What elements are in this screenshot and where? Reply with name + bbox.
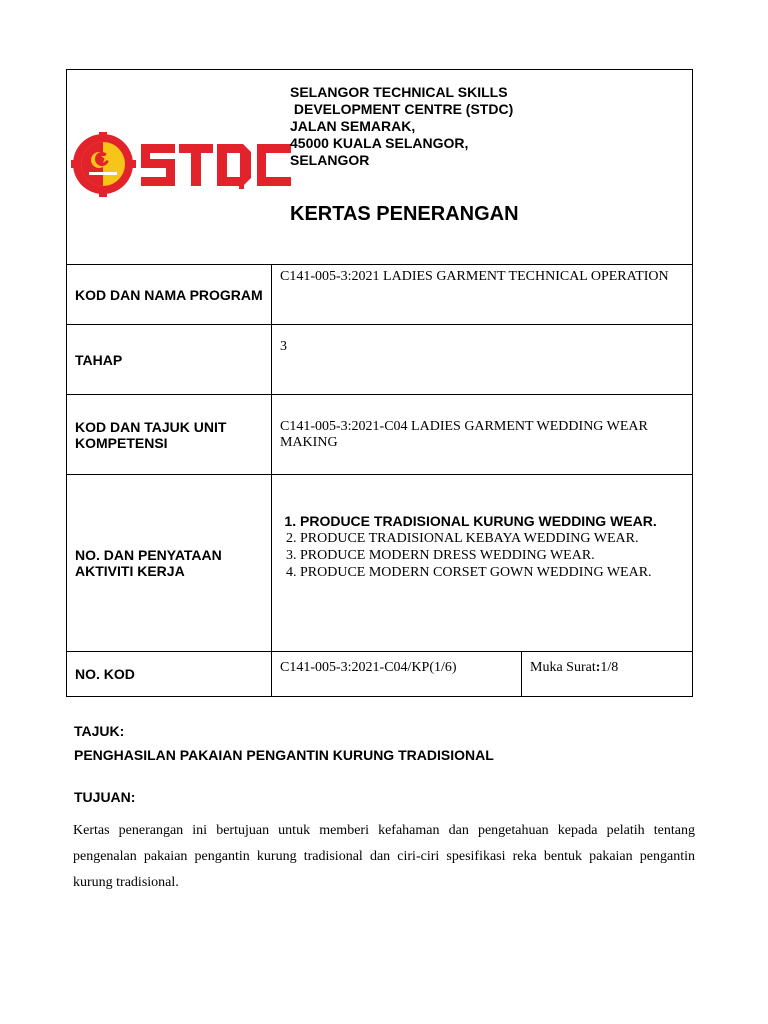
unit-value: C141-005-3:2021-C04 LADIES GARMENT WEDDING WEAR MAKING xyxy=(272,395,693,475)
header-cell xyxy=(67,70,693,265)
activity-item: 1. PRODUCE TRADISIONAL KURUNG WEDDING WEAR. xyxy=(300,513,684,530)
tujuan-label: TUJUAN: xyxy=(74,789,136,805)
gear-seal-icon xyxy=(71,132,136,197)
activity-item: 3. PRODUCE MODERN DRESS WEDDING WEAR. xyxy=(300,547,684,564)
page-label: Muka Surat xyxy=(530,660,596,675)
level-label: TAHAP xyxy=(67,325,272,395)
stdc-wordmark xyxy=(141,144,291,189)
program-label: KOD DAN NAMA PROGRAM xyxy=(67,265,272,325)
centre-address: SELANGOR TECHNICAL SKILLS DEVELOPMENT CENTRE (STDC) JALAN SEMARAK, 45000 KUALA SELANGOR, SELANGOR xyxy=(290,84,514,168)
program-value: C141-005-3:2021 LADIES GARMENT TECHNICAL OPERATION xyxy=(272,265,693,325)
code-value: C141-005-3:2021-C04/KP(1/6) xyxy=(272,652,522,697)
code-label: NO. KOD xyxy=(67,652,272,697)
activity-cell xyxy=(272,475,693,652)
tajuk-value: PENGHASILAN PAKAIAN PENGANTIN KURUNG TRADISIONAL xyxy=(74,747,494,763)
activity-label: NO. DAN PENYATAAN AKTIVITI KERJA xyxy=(67,475,272,652)
page-number: Muka Surat:1/8 xyxy=(522,652,693,697)
level-value: 3 xyxy=(272,325,693,395)
activity-list xyxy=(280,513,684,581)
tujuan-paragraph: Kertas penerangan ini bertujuan untuk memberi kefahaman dan pengetahuan kepada pelatih tentang pengenalan pakaian pengantin kurung tradisional dan ciri-ciri spesifikasi reka bentuk pakaian pengantin kurung tradisional. xyxy=(73,823,695,890)
document-title: KERTAS PENERANGAN xyxy=(290,203,519,225)
activity-item: 2. PRODUCE TRADISIONAL KEBAYA WEDDING WEAR. xyxy=(300,530,684,547)
tajuk-label: TAJUK: xyxy=(74,723,125,739)
stdc-logo xyxy=(71,132,291,198)
activity-item: 4. PRODUCE MODERN CORSET GOWN WEDDING WEAR. xyxy=(300,564,684,581)
unit-label: KOD DAN TAJUK UNIT KOMPETENSI xyxy=(67,395,272,475)
page-value: 1/8 xyxy=(600,660,619,675)
info-table xyxy=(66,69,693,697)
